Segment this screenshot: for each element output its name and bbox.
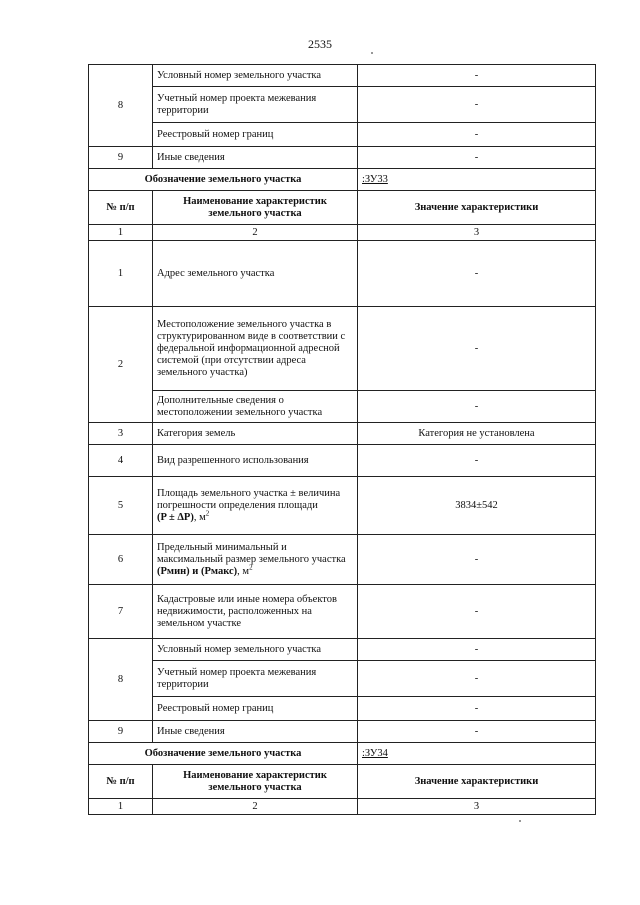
column-index: 2 xyxy=(153,799,358,815)
column-header-name: Наименование характеристик земельного участка xyxy=(153,765,358,799)
column-index: 1 xyxy=(89,225,153,241)
size-unit: , м xyxy=(237,565,250,577)
table-row xyxy=(89,535,596,585)
characteristic-value: - xyxy=(358,87,596,123)
characteristic-value: - xyxy=(358,391,596,423)
characteristic-value: - xyxy=(358,241,596,307)
table-row xyxy=(89,585,596,639)
area-formula: (P ± ΔP) xyxy=(157,511,194,523)
column-header-number: № п/п xyxy=(89,765,153,799)
characteristic-name: Вид разрешенного использования xyxy=(153,445,358,477)
plot-designation-row xyxy=(89,743,596,765)
characteristic-name: Местоположение земельного участка в структурированном виде в соответствии с федеральной информационной адресной системой (при отсутствии адреса земельного участка) xyxy=(153,307,358,391)
area-unit-exponent: 2 xyxy=(205,509,210,517)
column-header-number: № п/п xyxy=(89,191,153,225)
row-number: 5 xyxy=(89,477,153,535)
characteristic-name: Дополнительные сведения о местоположении земельного участка xyxy=(153,391,358,423)
area-unit: , м xyxy=(193,511,206,523)
row-number: 8 xyxy=(89,65,153,147)
characteristic-value: - xyxy=(358,585,596,639)
column-index: 1 xyxy=(89,799,153,815)
table-row xyxy=(89,87,596,123)
land-plot-characteristics-table xyxy=(88,64,596,815)
characteristic-name-text: Площадь земельного участка ± величина погрешности определения площади xyxy=(157,487,341,511)
characteristic-value: - xyxy=(358,697,596,721)
characteristic-value: - xyxy=(358,721,596,743)
table-row xyxy=(89,65,596,87)
characteristic-name: Учетный номер проекта межевания территории xyxy=(153,87,358,123)
table-row xyxy=(89,423,596,445)
row-number: 2 xyxy=(89,307,153,423)
column-header-value: Значение характеристики xyxy=(358,191,596,225)
table-row xyxy=(89,123,596,147)
row-number: 6 xyxy=(89,535,153,585)
characteristic-value: - xyxy=(358,661,596,697)
column-header-value: Значение характеристики xyxy=(358,765,596,799)
characteristic-name: Реестровый номер границ xyxy=(153,697,358,721)
plot-designation-code: :ЗУ33 xyxy=(358,169,596,191)
row-number: 9 xyxy=(89,721,153,743)
characteristic-name xyxy=(153,535,358,585)
characteristic-name: Учетный номер проекта межевания территории xyxy=(153,661,358,697)
plot-designation-row xyxy=(89,169,596,191)
scan-speck xyxy=(519,820,521,822)
characteristic-value: Категория не установлена xyxy=(358,423,596,445)
column-index: 3 xyxy=(358,799,596,815)
characteristic-value: - xyxy=(358,123,596,147)
plot-designation-label: Обозначение земельного участка xyxy=(89,743,358,765)
characteristic-value: - xyxy=(358,639,596,661)
characteristic-value: - xyxy=(358,147,596,169)
table-header-row xyxy=(89,765,596,799)
row-number: 7 xyxy=(89,585,153,639)
row-number: 8 xyxy=(89,639,153,721)
column-index-row xyxy=(89,225,596,241)
characteristic-name: Реестровый номер границ xyxy=(153,123,358,147)
column-index-row xyxy=(89,799,596,815)
table-row xyxy=(89,697,596,721)
characteristic-name: Условный номер земельного участка xyxy=(153,639,358,661)
page-number: 2535 xyxy=(308,37,332,51)
column-index: 3 xyxy=(358,225,596,241)
scan-speck xyxy=(371,52,373,54)
characteristic-name-text: Предельный минимальный и максимальный размер земельного участка xyxy=(157,541,346,565)
row-number: 1 xyxy=(89,241,153,307)
characteristic-name: Условный номер земельного участка xyxy=(153,65,358,87)
column-header-name: Наименование характеристик земельного участка xyxy=(153,191,358,225)
table-row xyxy=(89,661,596,697)
row-number: 4 xyxy=(89,445,153,477)
column-index: 2 xyxy=(153,225,358,241)
row-number: 3 xyxy=(89,423,153,445)
table-row xyxy=(89,241,596,307)
table-row xyxy=(89,639,596,661)
size-unit-exponent: 2 xyxy=(249,563,253,571)
table-header-row xyxy=(89,191,596,225)
characteristic-name: Адрес земельного участка xyxy=(153,241,358,307)
plot-designation-code: :ЗУ34 xyxy=(358,743,596,765)
characteristic-name xyxy=(153,477,358,535)
characteristic-value: - xyxy=(358,535,596,585)
table-row xyxy=(89,307,596,391)
plot-designation-label: Обозначение земельного участка xyxy=(89,169,358,191)
table-row xyxy=(89,391,596,423)
characteristic-name: Иные сведения xyxy=(153,147,358,169)
table-row xyxy=(89,477,596,535)
table-row xyxy=(89,147,596,169)
characteristic-value: - xyxy=(358,307,596,391)
table-row xyxy=(89,721,596,743)
characteristic-value: - xyxy=(358,65,596,87)
size-formula: (Pмин) и (Pмакс) xyxy=(157,565,238,577)
row-number: 9 xyxy=(89,147,153,169)
characteristic-value: - xyxy=(358,445,596,477)
characteristic-name: Иные сведения xyxy=(153,721,358,743)
characteristic-name: Кадастровые или иные номера объектов недвижимости, расположенных на земельном участке xyxy=(153,585,358,639)
characteristic-name: Категория земель xyxy=(153,423,358,445)
characteristic-value: 3834±542 xyxy=(358,477,596,535)
table-row xyxy=(89,445,596,477)
